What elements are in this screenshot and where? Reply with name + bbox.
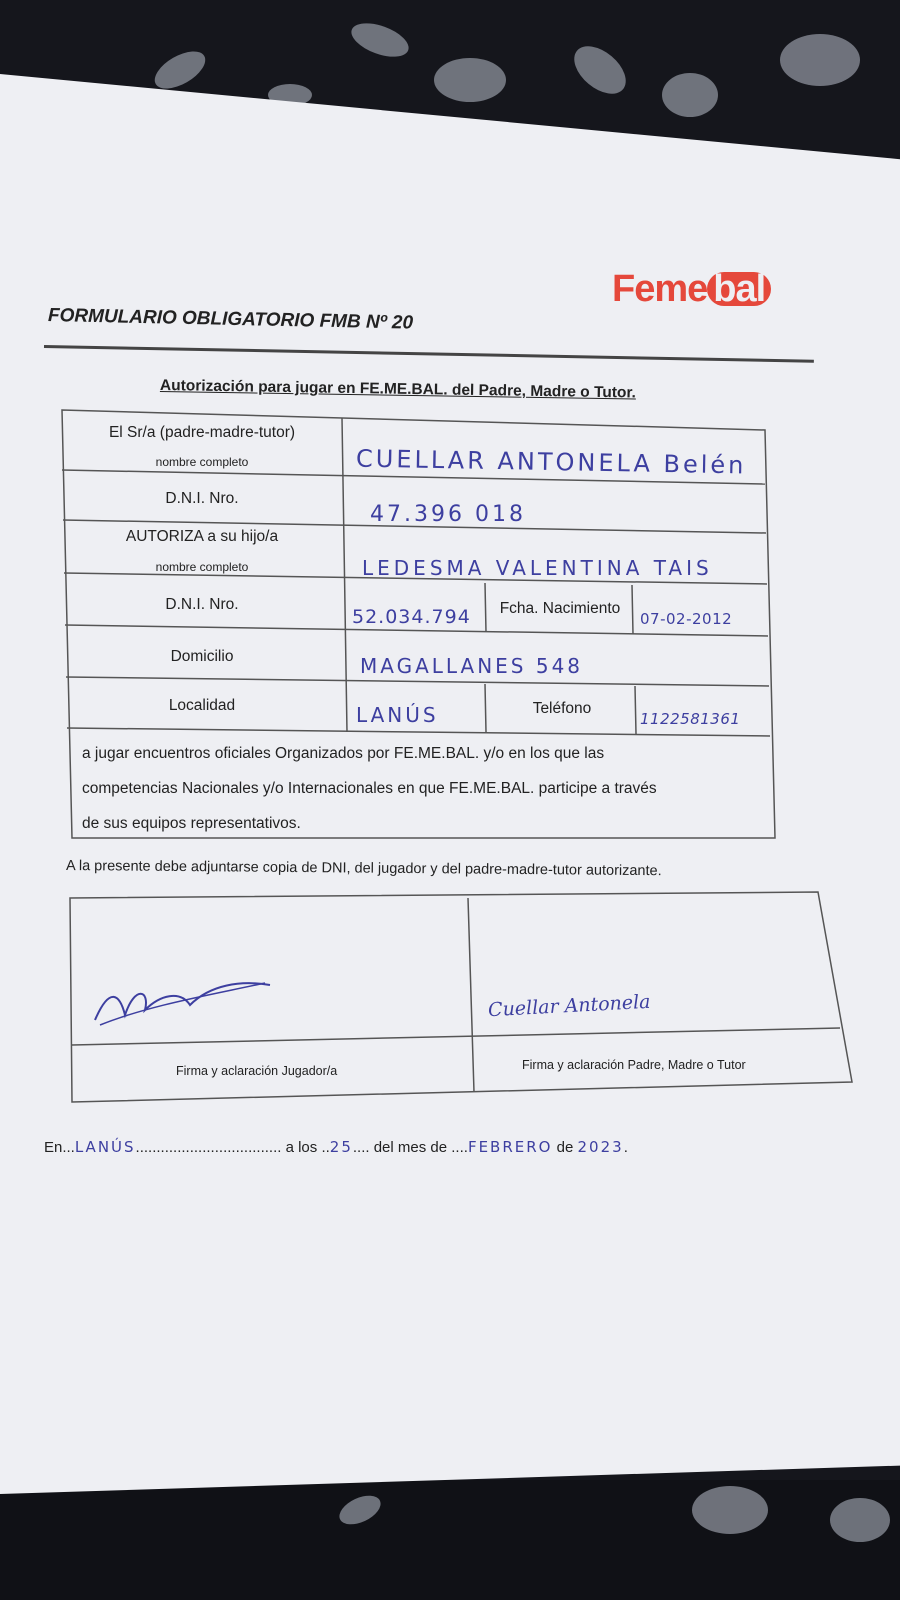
paragraph-line-1: a jugar encuentros oficiales Organizados por FE.ME.BAL. y/o en los que las	[82, 745, 605, 762]
parent-label: El Sr/a (padre-madre-tutor)	[108, 424, 296, 441]
parent-sublabel: nombre completo	[155, 455, 249, 469]
city-value: LANÚS	[356, 703, 439, 727]
phone-value: 1122581361	[640, 710, 741, 728]
febemal-logo: Feme bal	[612, 268, 771, 311]
paragraph-line-2: competencias Nacionales y/o Internacionales en que FE.ME.BAL. participe a través	[82, 780, 657, 797]
paragraph-line-3: de sus equipos representativos.	[82, 815, 301, 832]
address-label: Domicilio	[170, 648, 234, 665]
parent-name-value: CUELLAR ANTONELA Belén	[355, 444, 747, 480]
parent-signature-label: Firma y aclaración Padre, Madre o Tutor	[522, 1058, 746, 1072]
child-sublabel: nombre completo	[155, 560, 249, 574]
date-month-value: FEBRERO	[467, 1138, 553, 1156]
player-signature-label: Firma y aclaración Jugador/a	[176, 1064, 338, 1078]
date-year-value: 2023	[577, 1138, 624, 1156]
child-dni-label: D.N.I. Nro.	[165, 596, 239, 613]
date-day-value: 25	[329, 1138, 353, 1156]
address-value: MAGALLANES 548	[360, 654, 584, 678]
attachment-note: A la presente debe adjuntarse copia de DNI, del jugador y del padre-madre-tutor autorizante.	[65, 858, 662, 880]
parent-signature-text: Cuellar Antonela	[487, 990, 652, 1022]
child-name-value: LEDESMA VALENTINA TAIS	[362, 556, 713, 580]
phone-label: Teléfono	[532, 700, 592, 717]
birth-date-value: 07-02-2012	[640, 610, 733, 628]
child-dni-value: 52.034.794	[352, 606, 471, 628]
parent-dni-label: D.N.I. Nro.	[165, 490, 239, 507]
parent-dni-value: 47.396 018	[370, 502, 526, 527]
form-title: FORMULARIO OBLIGATORIO FMB Nº 20	[47, 305, 414, 334]
city-label: Localidad	[168, 697, 236, 714]
date-city-value: LANÚS	[74, 1138, 136, 1156]
birth-date-label: Fcha. Nacimiento	[499, 600, 621, 617]
form-subtitle: Autorización para jugar en FE.ME.BAL. del Padre, Madre o Tutor.	[159, 377, 637, 402]
player-signature-image	[90, 965, 280, 1035]
child-label: AUTORIZA a su hijo/a	[125, 528, 279, 545]
date-line: En...LANÚS................................... a los ..25.... del mes de ....FEBRERO de 2023.	[44, 1138, 628, 1156]
